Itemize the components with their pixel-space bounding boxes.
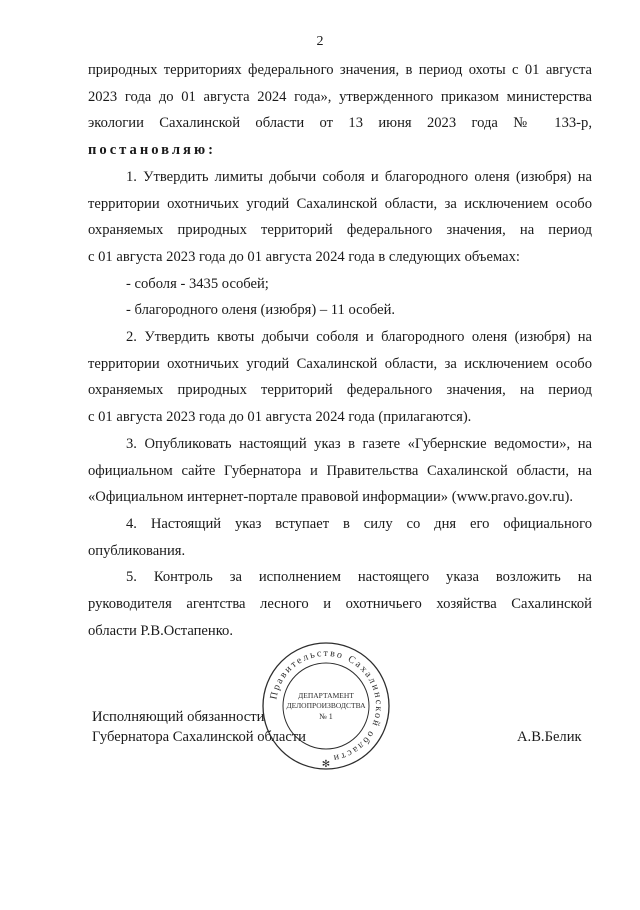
item-2-line: с 01 августа 2023 года до 01 августа 2024 года (прилагаются). <box>88 409 472 426</box>
item-5-line: руководителя агентства лесного и охотничьего хозяйства Сахалинской <box>88 596 592 613</box>
item-5-line: области Р.В.Остапенко. <box>88 622 234 639</box>
stamp-line2: ДЕЛОПРОИЗВОДСТВА <box>286 701 366 710</box>
item-5-line: 5. Контроль за исполнением настоящего указа возложить на <box>126 569 592 586</box>
item-2-line: охраняемых природных территорий федерального значения, на период <box>88 382 592 399</box>
sub-item-sable: - соболя - 3435 особей; <box>126 275 269 292</box>
item-2-line: 2. Утвердить квоты добычи соболя и благородного оленя (изюбря) на <box>126 329 592 346</box>
item-4-line: 4. Настоящий указ вступает в силу со дня его официального <box>126 515 592 532</box>
stamp-star-icon: ✻ <box>321 759 331 770</box>
text-line: природных территориях федерального значения, в период охоты с 01 августа <box>88 62 592 78</box>
item-1-line: территории охотничьих угодий Сахалинской области, за исключением особо <box>88 195 592 212</box>
item-1-line: 1. Утвердить лимиты добычи соболя и благородного оленя (изюбря) на <box>126 168 592 185</box>
item-2-line: территории охотничьих угодий Сахалинской области, за исключением особо <box>88 355 592 372</box>
document-body <box>88 57 592 644</box>
text-line: экологии Сахалинской области от 13 июня 2023 года № 133-р, <box>88 115 592 132</box>
stamp-ring-text: Правительство Сахалинской области <box>268 647 385 764</box>
decree-word: постановляю: <box>88 142 216 159</box>
item-3-line: «Официальном интернет-портале правовой информации» (www.pravo.gov.ru). <box>88 489 574 506</box>
page-number: 2 <box>316 34 324 49</box>
signatory-name: А.В.Белик <box>517 729 582 745</box>
signatory-title-line1: Исполняющий обязанности <box>92 709 265 725</box>
item-1-line: охраняемых природных территорий федерального значения, на период <box>88 222 592 239</box>
item-3-line: 3. Опубликовать настоящий указ в газете «Губернские ведомости», на <box>126 435 592 452</box>
stamp-line3: № 1 <box>319 712 333 721</box>
item-3-line: официальном сайте Губернатора и Правительства Сахалинской области, на <box>88 462 592 479</box>
sub-item-deer: - благородного оленя (изюбря) – 11 особей. <box>126 302 396 319</box>
item-4-line: опубликования. <box>88 542 186 559</box>
item-1-line: с 01 августа 2023 года до 01 августа 2024 года в следующих объемах: <box>88 248 520 265</box>
signatory-title-line2: Губернатора Сахалинской области <box>92 729 306 745</box>
official-stamp <box>260 640 392 772</box>
stamp-line1: ДЕПАРТАМЕНТ <box>298 691 354 700</box>
text-line: 2023 года до 01 августа 2024 года», утвержденного приказом министерства <box>88 88 592 105</box>
